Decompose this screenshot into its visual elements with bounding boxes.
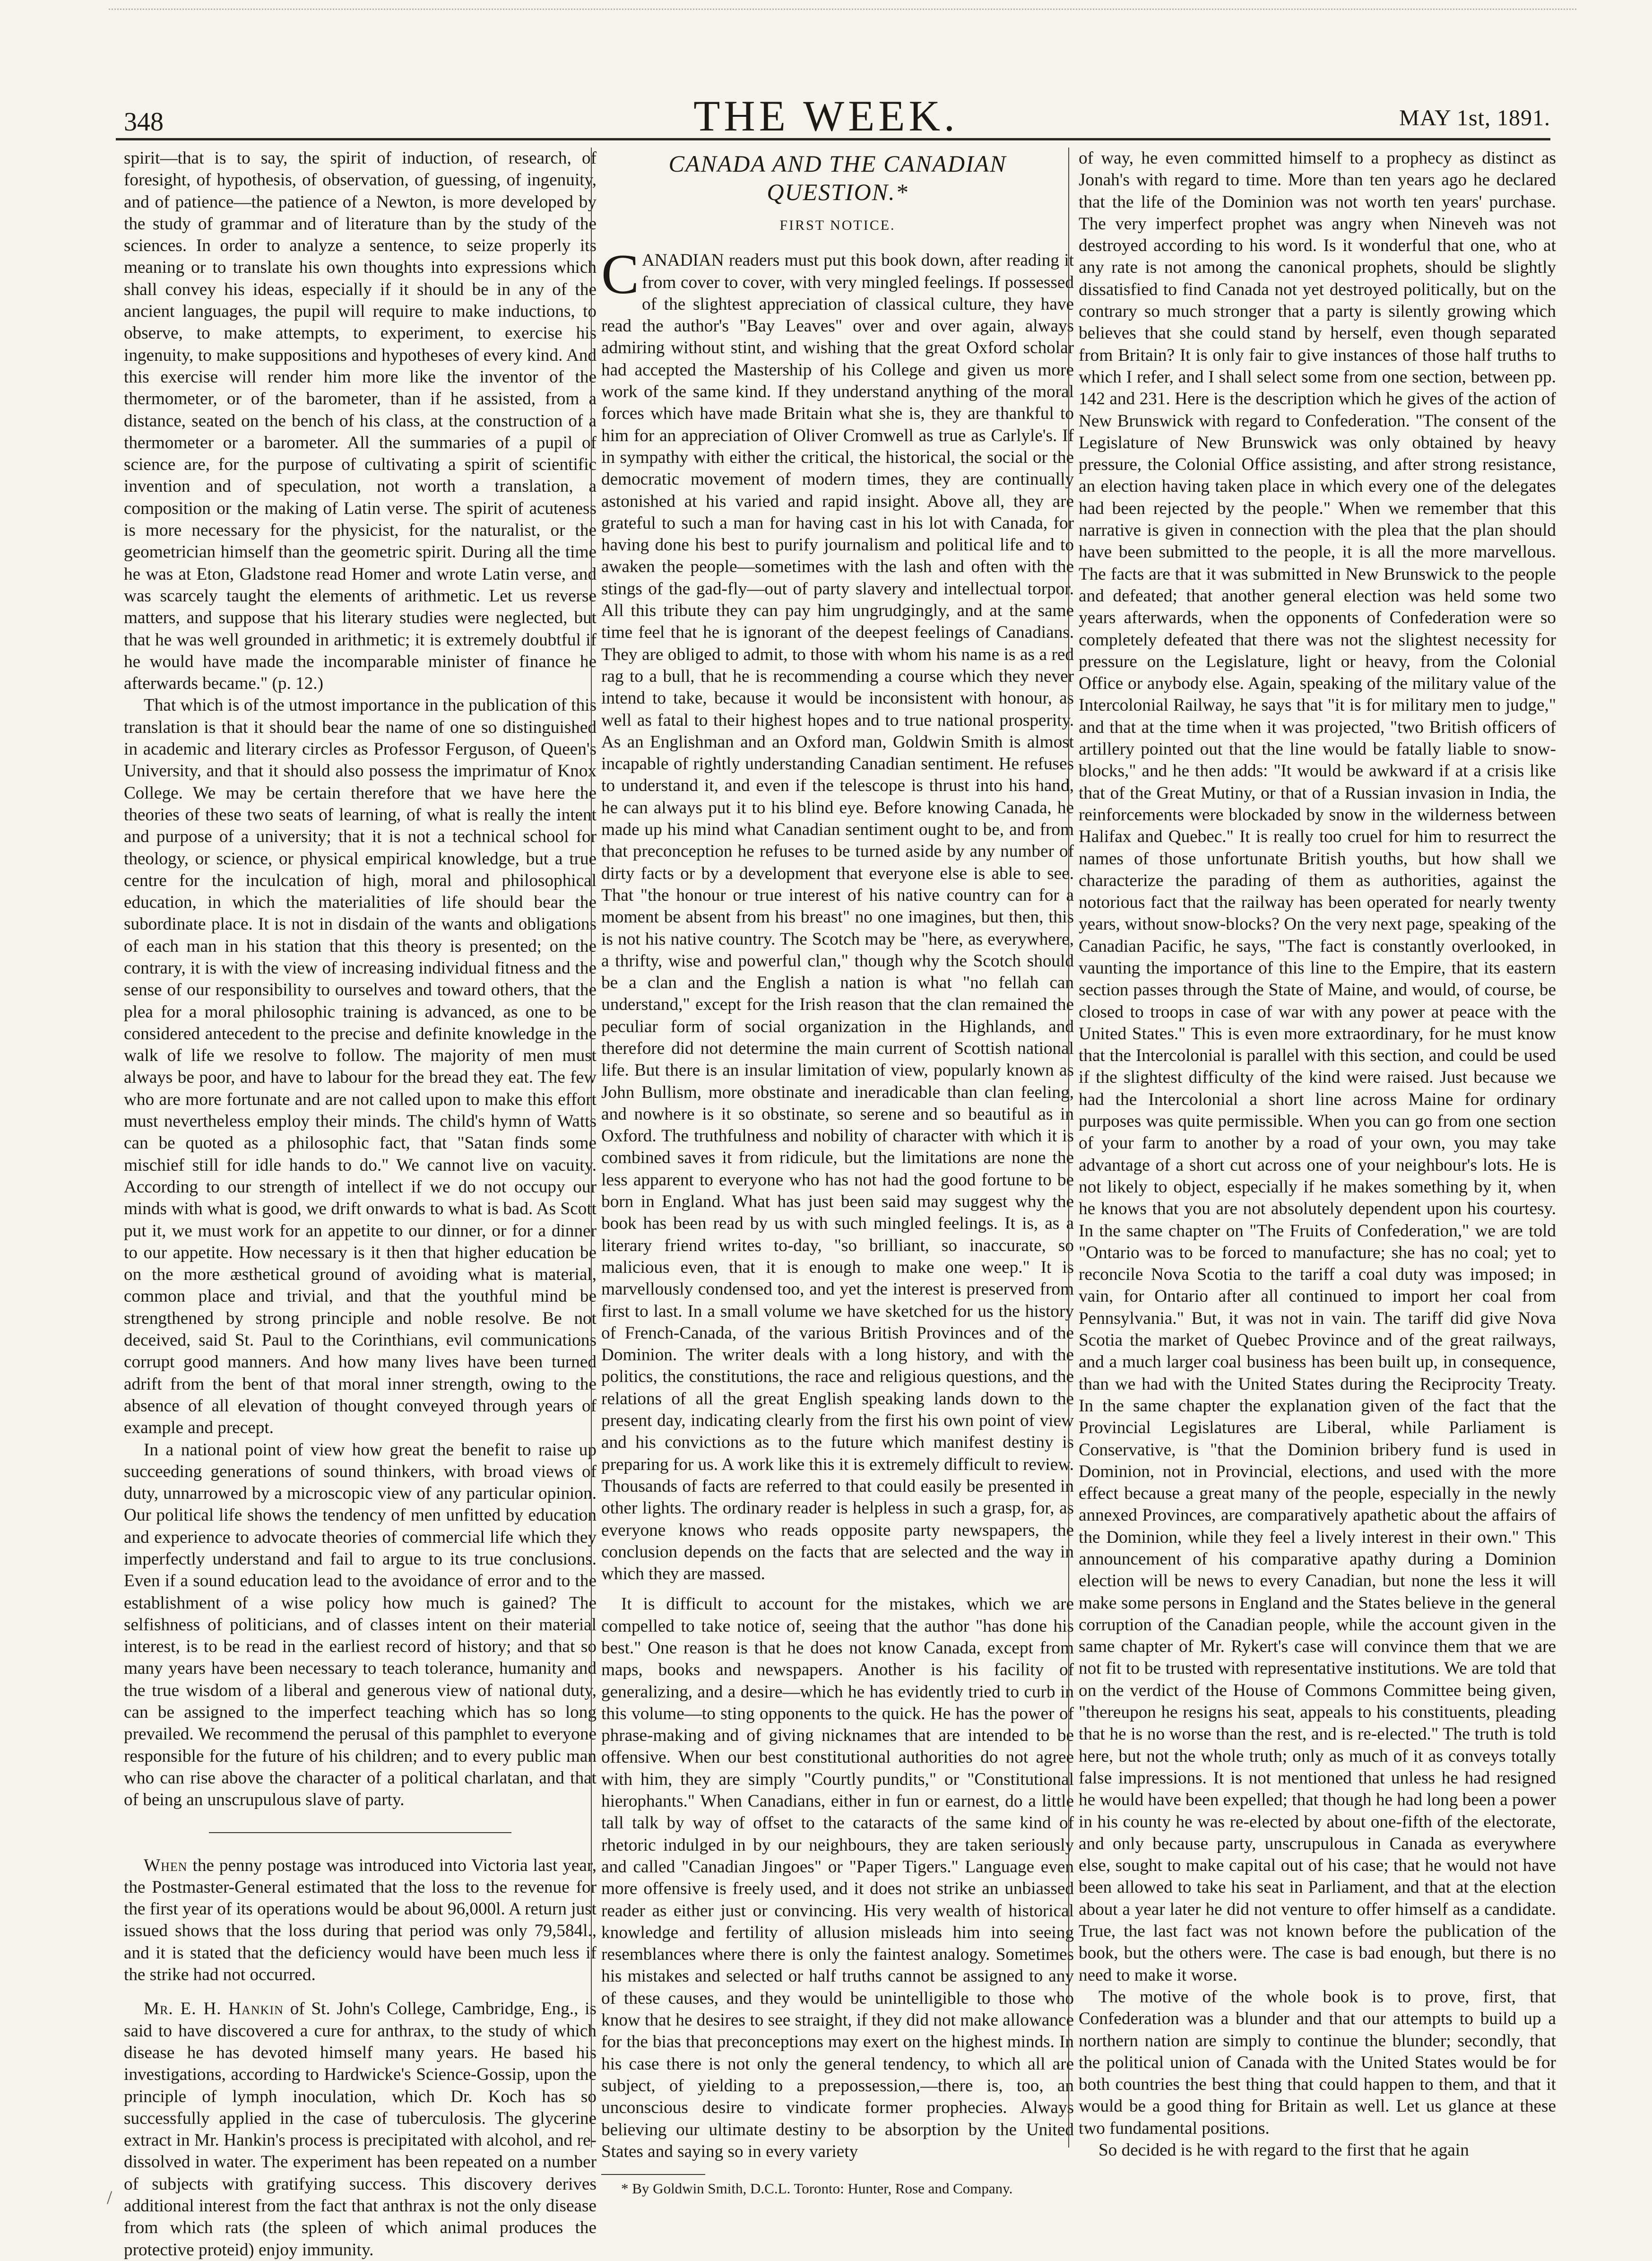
paragraph: of way, he even committed himself to a prophecy as distinct as Jonah's with regard to time. More than ten years ago he declared that the life of the Dominion was not worth ten years' purchase. The very imperfect prophet was angry when Nineveh was not destroyed according to his word. Is it wonderful that one, who at any rate is not among the canonical prophets, should be slightly dissatisfied to find Canada not yet destroyed politically, but on the contrary so much stronger that a party is silently growing which believes that she could stand by herself, even though separated from Britain? It is only fair to give instances of those half truths to which I refer, and I shall select some from one section, between pp. 142 and 231. Here is the description which he gives of the action of New Brunswick with regard to Confederation. "The consent of the Legislature of New Brunswick was only obtained by heavy pressure, the Colonial Office assisting, and after strong resistance, an election having taken place in which every one of the delegates had been rejected by the people." When we remember that this narrative is given in connection with the plea that the plan should have been submitted to the people, it is all the more marvellous. The facts are that it was submitted in New Brunswick to the people and defeated; that another general election was held some two years afterwards, when the opponents of Confederation were so completely defeated that there was not the slightest necessity for pressure on the Legislature, light or heavy, from the Colonial Office or anybody else. Again, speaking of the military value of the Intercolonial Railway, he says that "it is for military men to judge," and that at the time when it was projected, "two British officers of artillery pointed out that the line would be fatally liable to snow-blocks," and he then adds: "It would be awkward if at a crisis like that of the Great Mutiny, or that of a Russian invasion in India, the reinforcements were blockaded by snow in the wilderness between Halifax and Quebec." It is really too cruel for him to resurrect the names of those unfortunate British youths, but how shall we characterize the parading of them as authorities, against the notorious fact that the railway has been operated for nearly twenty years, without snow-blocks? On the very next page, speaking of the Canadian Pacific, he says, "The fact is constantly overlooked, in vaunting the importance of this line to the Empire, that its eastern section passes through the State of Maine, and would, of course, be closed to troops in case of war with any power at peace with the United States." This is even more extraordinary, for he must know that the Intercolonial is parallel with this section, and could be used if the slightest difficulty of the kind were raised. Just because we had the Intercolonial a short line across Maine for ordinary purposes was quite permissible. When you can go from one section of your farm to another by a road of your own, you may take advantage of a short cut across one of your neighbour's lots. He is not likely to object, especially if he makes something by it, when he knows that you are not absolutely dependent upon his courtesy. In the same chapter on "The Fruits of Confederation," we are told "Ontario was to be forced to manufacture; she has no coal; yet to reconcile Nova Scotia to the tariff a coal duty was imposed; in vain, for Ontario after all continued to import her coal from Pennsylvania." But, it was not in vain. The tariff did give Nova Scotia the market of Quebec Province and of the great railways, and a much larger coal business has been built up, in consequence, than we had with the United States during the Reciprocity Treaty. In the same chapter the explanation given of the fact that the Provincial Legislatures are Liberal, while Parliament is Conservative, is "that the Dominion bribery fund is used in Dominion, not in Provincial, elections, and used with the more effect because a great many of the people, especially in the newly annexed Provinces, are comparatively apathetic about the affairs of the Dominion, while they feel a lively interest in their own." This announcement of his comparative apathy during a Dominion election will be news to every Canadian, but none the less it will make some persons in England and the States believe in the general corruption of the Canadian people, while the account given in the same chapter of Mr. Rykert's case will convince them that we are not fit to be trusted with representative institutions. We are told that on the verdict of the House of Commons Committee being given, "thereupon he resigns his seat, appeals to his constituents, pleading that he is no worse than the rest, and is re-elected." The truth is told here, but not the whole truth; only as much of it as conveys totally false impressions. It is not mentioned that unless he had resigned he would have been expelled; that though he had long been a power in his county he was re-elected by about one-fifth of the electorate, and only because party, unscrupulous in Canada as everywhere else, sought to make capital out of his case; that he would not have been allowed to take his seat in Parliament, and that at the election about a year later he did not venture to offer himself as a candidate. True, the last fact was not known before the publication of the book, but the others were. The case is bad enough, but there is no need to make it worse. <box>1079 148 1556 1985</box>
section-divider <box>209 1832 511 1833</box>
note-text: of St. John's College, Cambridge, Eng., is said to have discovered a cure for anthrax, to the study of which disease he has devoted himself many years. He based his investigations, according to Hardwicke's Science-Gossip, upon the principle of lymph inoculation, which Dr. Koch has so successfully applied in the case of tuberculosis. The glycerine extract in Mr. Hankin's process is precipitated with alcohol, and re-dissolved in water. The experiment has been repeated on a number of subjects with gratifying success. This discovery derives additional interest from the fact that anthrax is not the only disease from which rats (the spleen of which animal produces the protective proteid) enjoy immunity. <box>124 1999 597 2260</box>
article-title: CANADA AND THE CANADIAN QUESTION.* <box>668 150 1007 205</box>
journal-title: THE WEEK. <box>693 92 959 140</box>
paragraph: spirit—that is to say, the spirit of induction, of research, of foresight, of hypothesis, of observation, of guessing, of ingenuity, and of patience—the patience of a Newton, is more developed by the study of grammar and of literature than by the study of the sciences. In order to analyze a sentence, to seize properly its meaning or to translate his own thoughts into expressions which shall convey his ideas, especially if it should be in any of the ancient languages, the pupil will require to make inductions, to observe, to make attempts, to experiment, to exercise his ingenuity, to make suppositions and hypotheses of every kind. And this exercise will render him more like the inventor of the thermometer, or of the barometer, than if he assisted, from a distance, seated on the bench of his class, at the construction of a thermometer or a barometer. All the summaries of a pupil of science are, for the purpose of cultivating a spirit of scientific invention and of speculation, not worth a translation, a composition or the making of Latin verse. The spirit of acuteness is more necessary for the physicist, for the naturalist, or the geometrician himself than the geometric spirit. During all the time he was at Eton, Gladstone read Homer and wrote Latin verse, and was scarcely taught the elements of arithmetic. Let us reverse matters, and suppose that his literary studies were neglected, but that he was well grounded in arithmetic; it is extremely doubtful if he would have made the incomparable minister of finance he afterwards became." (p. 12.) <box>124 148 597 694</box>
news-note-anthrax <box>124 1998 597 2261</box>
drop-cap: C <box>601 243 640 306</box>
issue-date: MAY 1st, 1891. <box>1399 105 1550 130</box>
column-1 <box>124 148 597 2261</box>
column-2 <box>601 148 1074 2198</box>
margin-mark: / <box>107 2187 112 2208</box>
column-3 <box>1079 148 1556 2161</box>
note-text: the penny postage was introduced into Victoria last year, the Postmaster-General estimated that the loss to the revenue for the first year of its operations would be about 96,000l. A return just issued shows that the loss during that period was only 79,584l., and it is stated that the deficiency would have been much less if the strike had not occurred. <box>124 1855 597 1985</box>
paragraph: The motive of the whole book is to prove, first, that Confederation was a blunder and that our attempts to build up a northern nation are simply to continue the blunder; secondly, that the political union of Canada with the United States would be for both countries the best thing that could happen to them, and that it would be a good thing for Britain as well. Let us glance at these two fundamental positions. <box>1079 1987 1556 2138</box>
footnote-rule <box>601 2174 705 2175</box>
article-paragraph: It is difficult to account for the mistakes, which we are compelled to take notice of, seeing that the author "has done his best." One reason is that he does not know Canada, except from maps, books and newspapers. Another is his facility of generalizing, and a desire—which he has evidently tried to curb in this volume—to sting opponents to the quick. He has the power of phrase-making and of giving nicknames that are intended to be offensive. When our best constitutional authorities do not agree with him, they are simply "Courtly pundits," or "Constitutional hierophants." When Canadians, either in fun or earnest, do a little tall talk by way of offset to the cataracts of the same kind of rhetoric indulged in by our neighbours, they are taken seriously and called "Canadian Jingoes" or "Paper Tigers." Language even more offensive is freely used, and it does not strike an unbiassed reader as either just or convincing. His very wealth of historical knowledge and fertility of allusion misleads him into seeing resemblances where there is only the faintest analogy. Sometimes his mistakes and selected or half truths cannot be assigned to any of these causes, and they would be unintelligible to those who know that he desires to see straight, if they did not make allowance for the bias that preconceptions may exert on the highest minds. In his case there is not only the general tendency, to which all are subject, of yielding to a prepossession,—there is, too, an unconscious desire to vindicate former prophecies. Always believing our ultimate destiny to be absorption by the United States and saying so in every variety <box>601 1594 1074 2161</box>
paragraph-text: ANADIAN readers must put this book down, after reading it from cover to cover, with very mingled feelings. If possessed of the slightest appreciation of classical culture, they have read the author's "Bay Leaves" over and over again, always admiring without stint, and wishing that the great Oxford scholar had accepted the Mastership of his College and given us more work of the same kind. If they understand anything of the moral forces which have made Britain what she is, they are thankful to him for an appreciation of Oliver Cromwell as true as Carlyle's. If in sympathy with either the critical, the historical, the social or the democratic movement of modern times, they are continually astonished at his varied and rapid insight. Above all, they are grateful to such a man for having cast in his lot with Canada, for having done his best to purify journalism and political life and to awaken the people—sometimes with the lash and often with the stings of the gad-fly—out of party slavery and intellectual torpor. All this tribute they can pay him ungrudgingly, and at the same time feel that he is ignorant of the deepest feelings of Canadians. They are obliged to admit, to those with whom his name is as a red rag to a bull, that he is recommending a course which they never intend to take, because it would be inconsistent with honour, as well as fatal to their highest hopes and to true national prosperity. As an Englishman and an Oxford man, Goldwin Smith is almost incapable of rightly understanding Canadian sentiment. He refuses to understand it, and even if the telescope is thrust into his hand, he can always put it to his blind eye. Before knowing Canada, he made up his mind what Canadian sentiment ought to be, and from that preconception he refuses to be turned aside by any number of dirty facts or by a development that everyone else is able to see. That "the honour or true interest of his native country can for a moment be absent from his breast" no one imagines, but then, this is not his native country. The Scotch may be "here, as everywhere, a thrifty, wise and powerful clan," though why the Scotch should be a clan and the English a nation is what "no fellah can understand," except for the Irish reason that the clan remained the peculiar form of social organization in the Highlands, and therefore did not determine the main current of Scottish national life. But there is an insular limitation of view, popularly known as John Bullism, more obstinate and ineradicable than clan feeling, and nowhere is it so obstinate, so serene and so beautiful as in Oxford. The truthfulness and nobility of character with which it is combined saves it from ridicule, but the limitations are none the less apparent to everyone who has not had the good fortune to be born in England. What has just been said may suggest why the book has been read by us with such mingled feelings. It is, as a literary friend writes to-day, "so brilliant, so inaccurate, so malicious even, that it is enough to make one weep." It is marvellously condensed too, and yet the interest is preserved from first to last. In a small volume we have sketched for us the history of French-Canada, of the various British Provinces and of the Dominion. The writer deals with a long history, and with the politics, the constitutions, the race and religious questions, and the relations of all the great English speaking lands down to the present day, indicating clearly from the first his own point of view and his convictions as to the future which manifest destiny is preparing for us. A work like this it is extremely difficult to review. Thousands of facts are referred to that could easily be presented in other lights. The ordinary reader is helpless in such a grasp, for, as everyone knows who reads opposite party newspapers, the conclusion depends on the facts that are selected and the way in which they are massed. <box>601 251 1074 1584</box>
article-subtitle: FIRST NOTICE. <box>779 217 896 233</box>
article-paragraph <box>601 243 1074 1585</box>
note-lead: When <box>144 1855 188 1875</box>
footnote: * By Goldwin Smith, D.C.L. Toronto: Hunter, Rose and Company. <box>621 2180 1013 2197</box>
news-note-postage <box>124 1855 597 1986</box>
page-number: 348 <box>124 107 164 137</box>
paragraph: That which is of the utmost importance in the publication of this translation is that it should bear the name of one so distinguished in academic and literary circles as Professor Ferguson, of Queen's University, and that it should also possess the imprimatur of Knox College. We may be certain therefore that we have here the theories of these two seats of learning, of what is really the intent and purpose of a university; that it is not a technical school for theology, or science, or physical empirical knowledge, but a true centre for the inculcation of high, moral and philosophical education, in which the materialities of life should bear the subordinate place. It is not in disdain of the wants and obligations of each man in his station that this theory is presented; on the contrary, it is with the view of increasing individual fitness and the sense of our responsibility to ourselves and toward others, that the plea for a moral philosophic training is advanced, as one to be considered antecedent to the precise and definite knowledge in the walk of life we resolve to follow. The majority of men must always be poor, and have to labour for the bread they eat. The few who are more fortunate and are not called upon to make this effort must nevertheless employ their minds. The child's hymn of Watts can be quoted as a philosophic fact, that "Satan finds some mischief still for idle hands to do." We cannot live on vacuity. According to our strength of intellect if we do not occupy our minds with what is good, we drift onwards to what is bad. As Scott put it, we must work for an appetite to our dinner, or for a dinner to our appetite. How necessary is it then that higher education be on the more æsthetical ground of avoiding what is material, common place and trivial, and that the youthful mind be strengthened by strong principle and noble resolve. Be not deceived, said St. Paul to the Corinthians, evil communications corrupt good manners. And how many lives have been turned adrift from the bent of that moral inner strength, owing to the absence of all elevation of thought conveyed through years of example and precept. <box>124 696 597 1438</box>
paragraph: In a national point of view how great the benefit to raise up succeeding generations of sound thinkers, with broad views of duty, unnarrowed by a microscopic view of any particular opinion. Our political life shows the tendency of men unfitted by education and experience to advocate theories of commercial life which they imperfectly understand and fail to argue to its true conclusions. Even if a sound education lead to the avoidance of error and to the establishment of a wise policy how much is gained? The selfishness of politicians, and of classes intent on their material interest, is to be read in the earliest record of history; and that so many years have been necessary to teach tolerance, humanity and the true wisdom of a liberal and generous view of national duty, can be assigned to the imperfect teaching which has so long prevailed. We recommend the perusal of this pamphlet to everyone responsible for the future of his children; and to every public man who can rise above the character of a political charlatan, and that of being an unscrupulous slave of party. <box>124 1440 597 1810</box>
note-lead: Mr. E. H. Hankin <box>144 1999 284 2019</box>
top-print-edge <box>109 9 1576 18</box>
page-header <box>0 0 1652 142</box>
header-rule <box>116 138 1550 140</box>
paragraph: So decided is he with regard to the first that he again <box>1098 2140 1469 2160</box>
